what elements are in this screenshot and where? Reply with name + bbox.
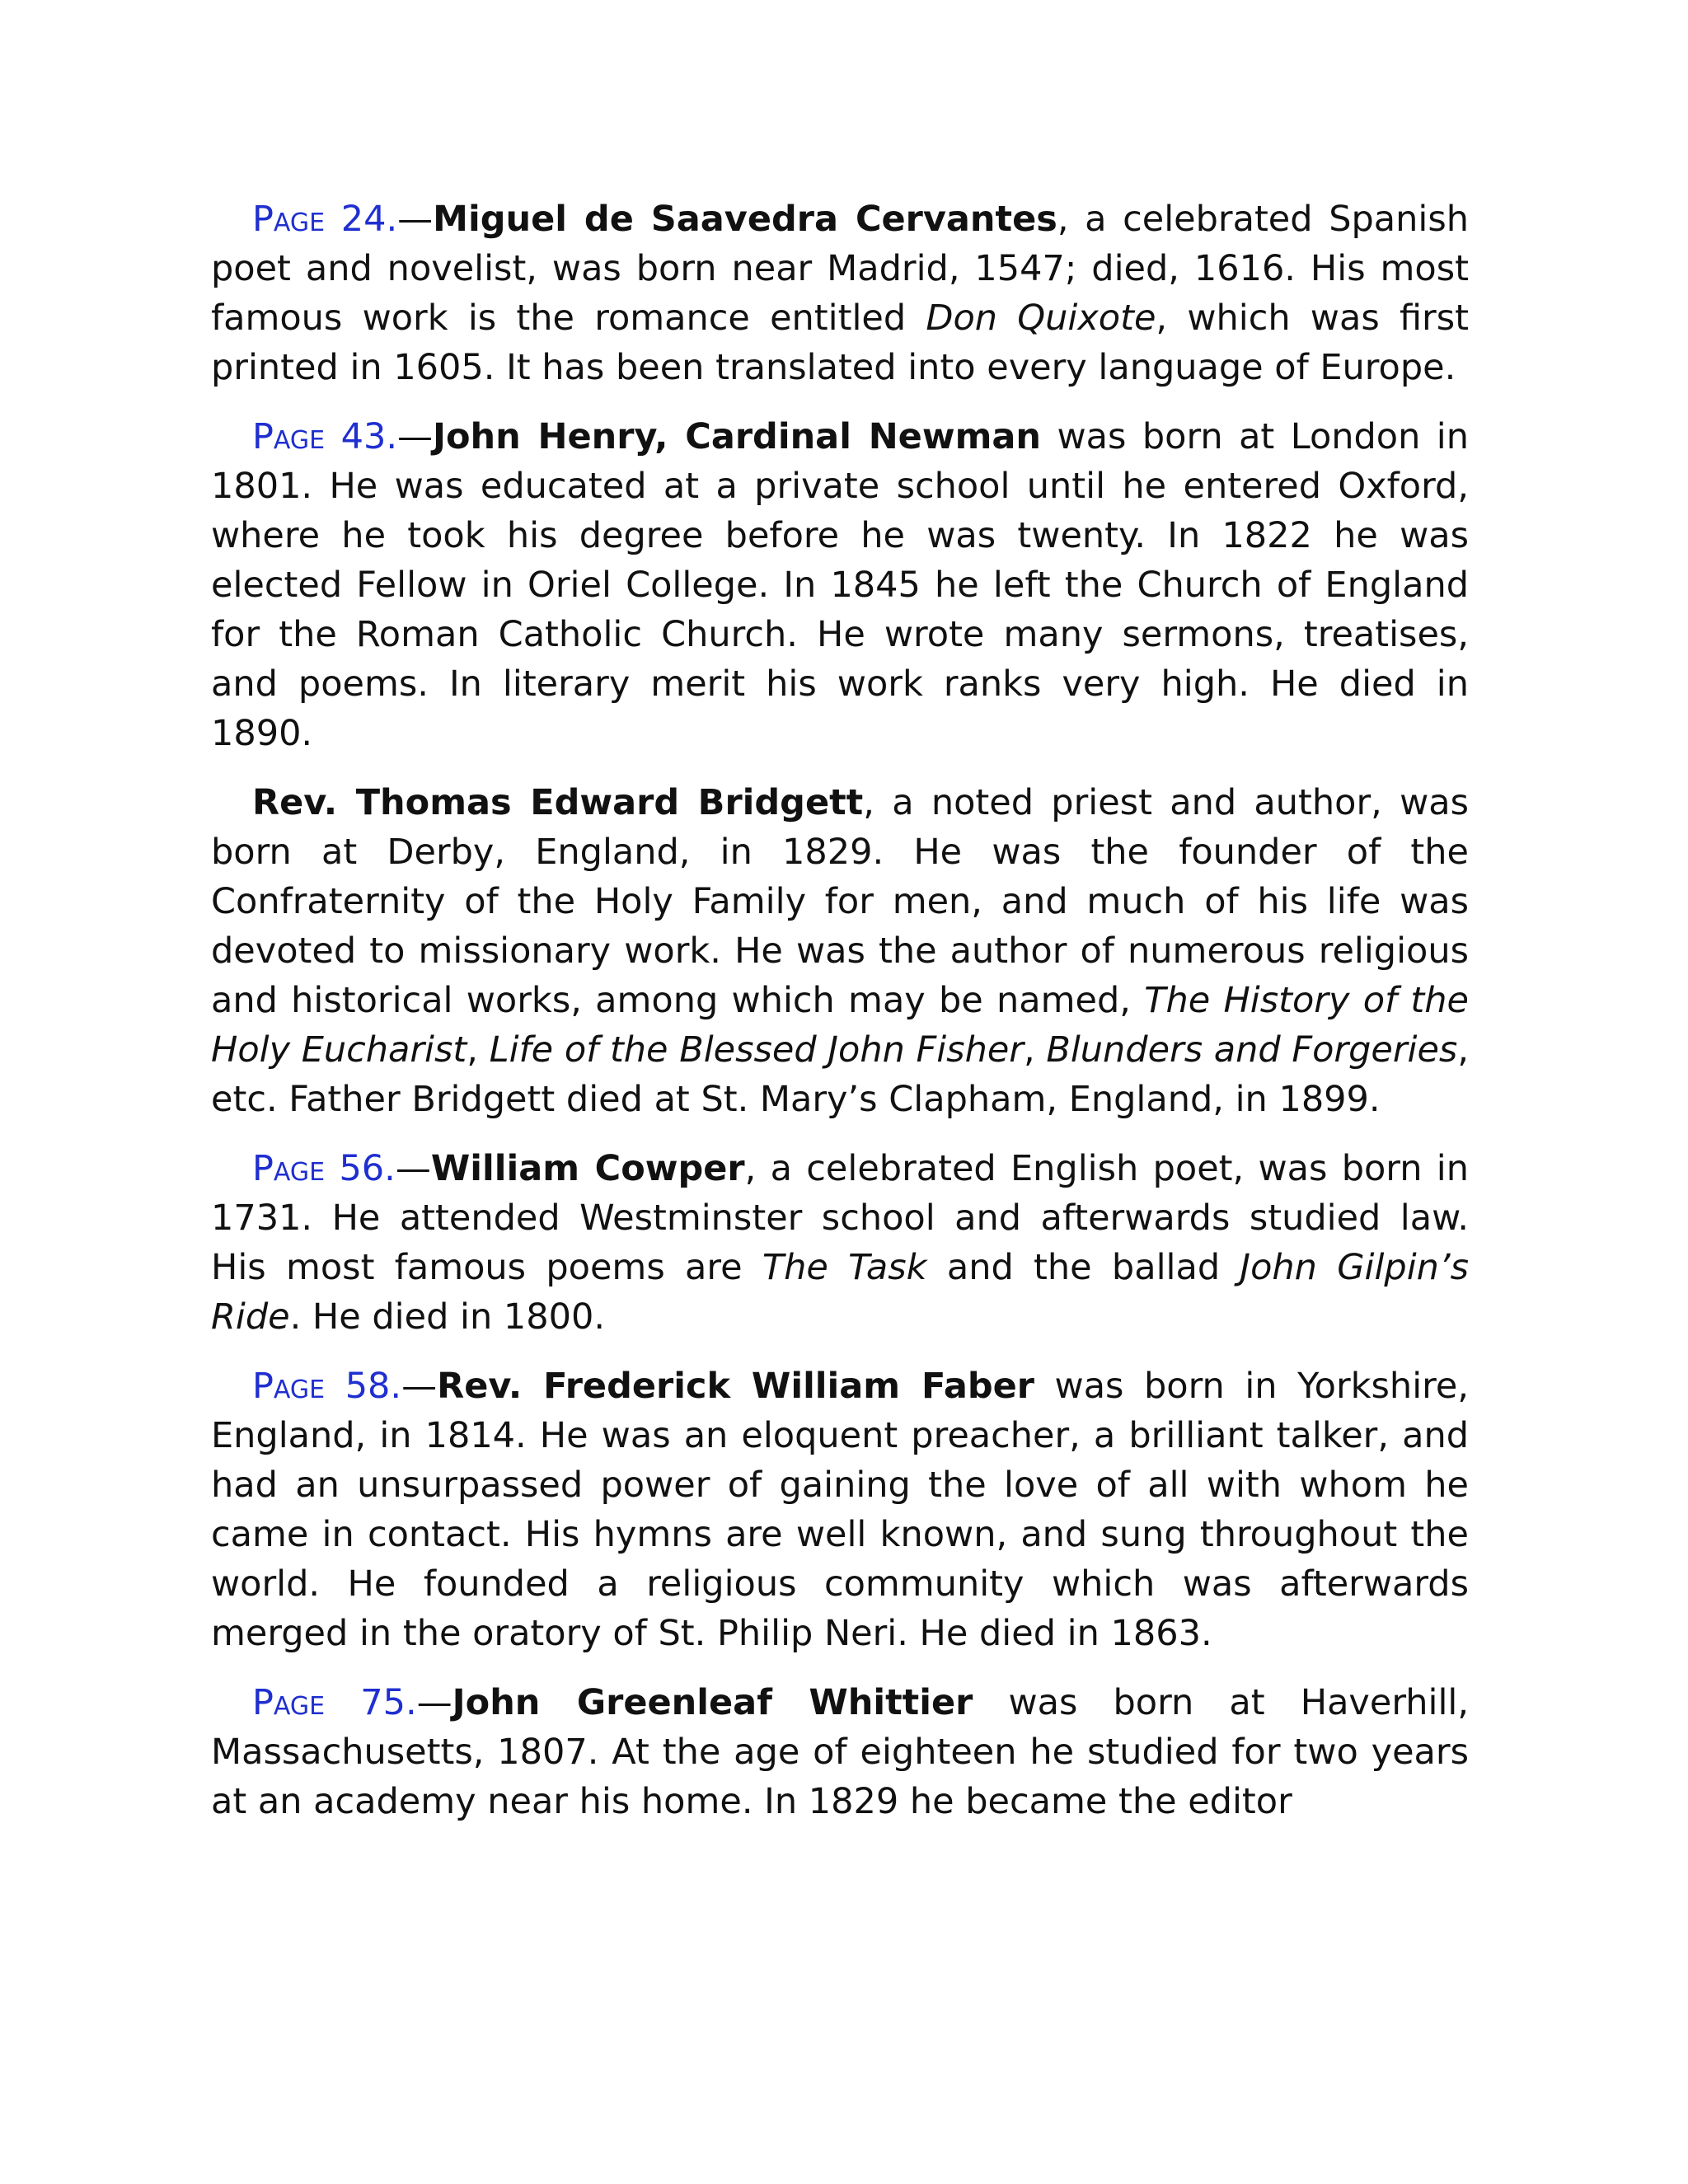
- body-text: was born at Haverhill, Massachusetts, 1807. At the age of eighteen he studied for two years at an academy near his home. In 1829 he became the editor: [211, 1682, 1470, 1822]
- page-reference-number: 75.: [360, 1682, 417, 1723]
- page-reference-number: 58.: [345, 1366, 402, 1407]
- body-text: . He died in 1800.: [289, 1296, 606, 1338]
- subject-name: John Henry, Cardinal Newman: [433, 416, 1042, 457]
- body-text: ,: [1023, 1029, 1047, 1071]
- paragraph: [211, 412, 1469, 758]
- page-reference-link[interactable]: [252, 1148, 396, 1189]
- work-title: The History of the Holy Eucharist: [211, 980, 1469, 1071]
- page-reference-word: Page: [252, 199, 326, 240]
- page-reference-link[interactable]: [252, 199, 397, 240]
- body-text: —: [397, 199, 434, 240]
- body-text: —: [397, 416, 433, 457]
- page-reference-number: 24.: [340, 199, 398, 240]
- subject-name: John Greenleaf Whittier: [452, 1682, 973, 1723]
- paragraph: [211, 1678, 1469, 1826]
- page-reference-number: 43.: [340, 416, 397, 457]
- body-text: was born in Yorkshire, England, in 1814. He was an eloquent preacher, a brilliant talker, and had an unsurpassed power of gaining the love of all with whom he came in contact. His hymns are well known, and sung throughout the world. He founded a religious community which was afterwards merged in the oratory of St. Philip Neri. He died in 1863.: [211, 1366, 1469, 1654]
- paragraph: [211, 778, 1469, 1124]
- paragraph: [211, 1144, 1469, 1342]
- subject-name: Rev. Thomas Edward Bridgett: [252, 782, 864, 823]
- paragraph: [211, 1361, 1469, 1658]
- subject-name: Miguel de Saavedra Cervantes: [433, 199, 1057, 240]
- body-text: and the ballad: [926, 1247, 1240, 1288]
- body-text: —: [416, 1682, 452, 1723]
- page-reference-link[interactable]: [252, 1682, 417, 1723]
- page-reference-link[interactable]: [252, 1366, 401, 1407]
- body-text: —: [395, 1148, 431, 1189]
- page-reference-word: Page: [252, 1148, 326, 1189]
- work-title: Blunders and Forgeries: [1046, 1029, 1458, 1071]
- subject-name: Rev. Frederick William Faber: [437, 1366, 1034, 1407]
- body-text: , which was first printed in 1605. It has been translated into every language of Europe.: [211, 298, 1469, 388]
- work-title: Don Quixote: [926, 298, 1156, 339]
- page-reference-word: Page: [252, 416, 326, 457]
- body-text: —: [401, 1366, 438, 1407]
- page-reference-word: Page: [252, 1366, 326, 1407]
- page-reference-link[interactable]: [252, 416, 397, 457]
- body-text: , etc. Father Bridgett died at St. Mary’s Clapham, England, in 1899.: [211, 1029, 1470, 1120]
- work-title: John Gilpin’s Ride: [211, 1247, 1469, 1338]
- paragraph: [211, 194, 1469, 392]
- work-title: Life of the Blessed John Fisher: [489, 1029, 1024, 1071]
- body-text: ,: [467, 1029, 490, 1071]
- document-body: [211, 194, 1469, 1846]
- work-title: The Task: [762, 1247, 927, 1288]
- subject-name: William Cowper: [430, 1148, 745, 1189]
- body-text: was born at London in 1801. He was educated at a private school until he entered Oxford, where he took his degree before he was twenty. In 1822 he was elected Fellow in Oriel College. In 1845 he left the Church of England for the Roman Catholic Church. He wrote many sermons, treatises, and poems. In literary merit his work ranks very high. He died in 1890.: [211, 416, 1470, 754]
- page-reference-number: 56.: [339, 1148, 396, 1189]
- body-text: , a celebrated Spanish poet and novelist, was born near Madrid, 1547; died, 1616. His most famous work is the romance entitled: [211, 199, 1469, 339]
- body-text: , a noted priest and author, was born at Derby, England, in 1829. He was the founder of the Confraternity of the Holy Family for men, and much of his life was devoted to missionary work. He was the author of numerous religious and historical works, among which may be named,: [211, 782, 1469, 1021]
- page-reference-word: Page: [252, 1682, 326, 1723]
- body-text: , a celebrated English poet, was born in 1731. He attended Westminster school and afterwards studied law. His most famous poems are: [211, 1148, 1469, 1288]
